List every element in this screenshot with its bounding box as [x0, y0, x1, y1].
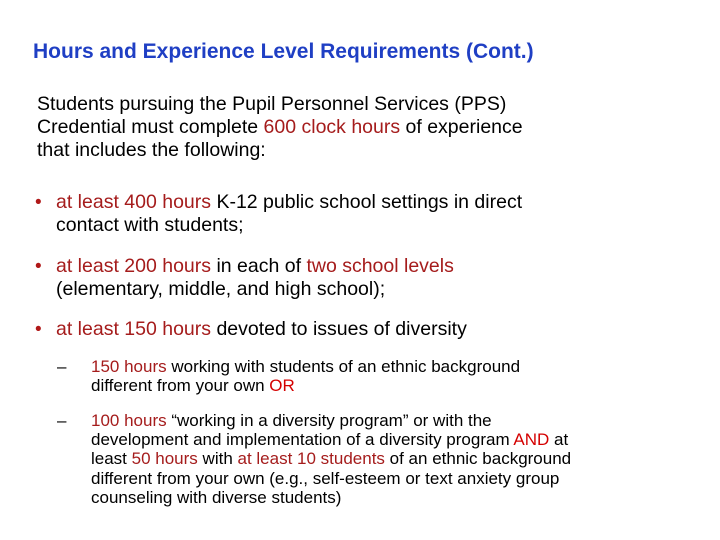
text-segment: (elementary, middle, and high school); [56, 278, 386, 300]
slide-title: Hours and Experience Level Requirements (Cont.) [33, 40, 534, 63]
text-segment: Students pursuing the Pupil Personnel Services (PPS) [37, 93, 507, 115]
bullet-icon: • [35, 192, 42, 213]
highlighted-text: at least 150 hours [56, 318, 212, 340]
text-segment: K-12 public school settings in direct [211, 191, 523, 213]
text-line [91, 376, 520, 395]
text-segment: different from your own [91, 376, 270, 396]
text-line [91, 357, 520, 376]
text-segment: contact with students; [56, 214, 244, 236]
text-segment: working with students of an ethnic background [166, 357, 521, 376]
text-segment: devoted to issues of diversity [211, 318, 467, 340]
dash-bullet-icon: – [57, 357, 67, 376]
highlighted-text: 50 hours [131, 449, 198, 469]
highlighted-text: OR [269, 376, 295, 396]
text-segment: counseling with diverse students) [91, 487, 342, 507]
text-line [91, 488, 571, 507]
sub-bullet-item [57, 357, 521, 396]
text-line [56, 318, 467, 341]
highlighted-text: 100 hours [91, 411, 167, 430]
text-segment: development and implementation of a diversity program [91, 430, 514, 450]
text-segment: that includes the following: [37, 139, 266, 161]
text-line [91, 449, 571, 468]
text-segment: “working in a diversity program” or with the [166, 411, 492, 430]
highlighted-text: at least 200 hours [56, 255, 212, 277]
highlighted-text: at least 10 students [237, 449, 385, 469]
text-line [37, 116, 523, 139]
highlighted-text: AND [513, 430, 550, 450]
text-line [91, 430, 571, 449]
text-segment: at [549, 430, 569, 450]
text-line [91, 469, 571, 488]
text-line [56, 191, 522, 214]
sub-bullet-item [57, 411, 572, 507]
highlighted-text: at least 400 hours [56, 191, 212, 213]
text-line [56, 278, 454, 301]
dash-bullet-icon: – [57, 411, 67, 430]
highlighted-text: 150 hours [91, 357, 167, 376]
text-segment: Credential must complete [37, 116, 264, 138]
highlighted-text: two school levels [306, 255, 454, 277]
text-line [56, 255, 454, 278]
text-segment: in each of [211, 255, 307, 277]
text-segment: with [197, 449, 238, 469]
highlighted-text: 600 clock hours [263, 116, 401, 138]
text-segment: different from your own (e.g., self-esteem or text anxiety group [91, 468, 560, 488]
text-line [56, 214, 522, 237]
text-segment: of experience [400, 116, 523, 138]
bullet-item [35, 191, 523, 237]
bullet-item [35, 255, 454, 301]
text-line [37, 93, 523, 116]
text-segment: least [91, 449, 132, 469]
intro-paragraph [37, 93, 523, 162]
bullet-icon: • [35, 319, 42, 340]
bullet-icon: • [35, 256, 42, 277]
text-line [37, 139, 523, 162]
bullet-item [35, 318, 467, 341]
text-line [91, 411, 571, 430]
text-segment: of an ethnic background [384, 449, 572, 469]
